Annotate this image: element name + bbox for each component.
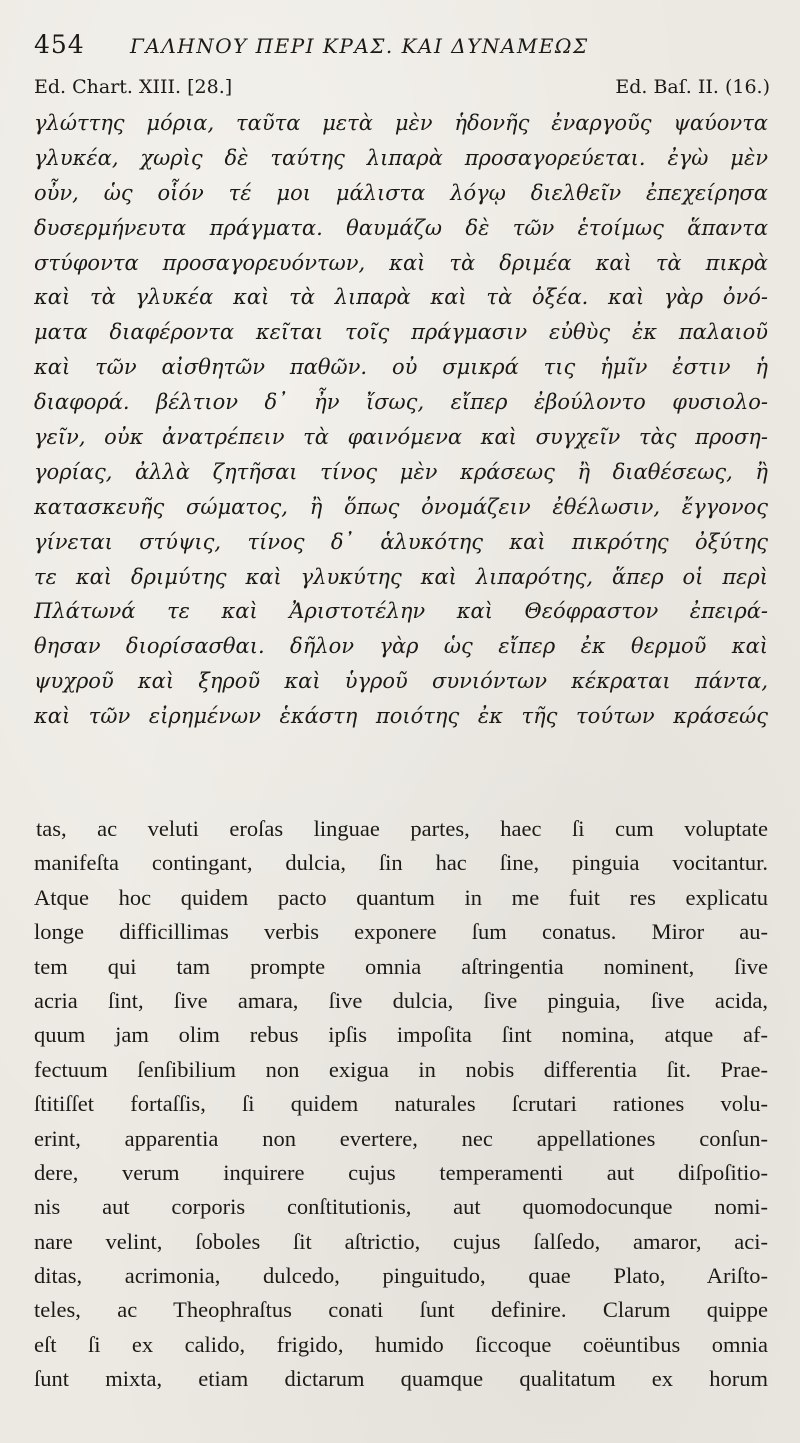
greek-line: ψυχροῦ καὶ ξηροῦ καὶ ὑγροῦ συνιόντων κέκραται πάντα,: [34, 669, 768, 694]
latin-line: Atque hoc quidem pacto quantum in me fuit res explicatu: [34, 884, 768, 910]
greek-line: τε καὶ δριμύτης καὶ γλυκύτης καὶ λιπαρότης, ἅπερ οἱ περὶ: [34, 564, 768, 589]
greek-line: γεῖν, οὐκ ἀνατρέπειν τὰ φαινόμενα καὶ συγχεῖν τὰς προση-: [34, 425, 768, 450]
latin-line: acria ſint, ſive amara, ſive dulcia, ſive pinguia, ſive acida,: [34, 987, 768, 1013]
latin-line: longe difficillimas verbis exponere ſum conatus. Miror au-: [34, 919, 768, 945]
greek-line: καὶ τὰ γλυκέα καὶ τὰ λιπαρὰ καὶ τὰ ὀξέα. καὶ γὰρ ὀνό-: [34, 285, 768, 310]
greek-line: θησαν διορίσασθαι. δῆλον γὰρ ὡς εἴπερ ἐκ θερμοῦ καὶ: [34, 634, 768, 659]
greek-line: γορίας, ἀλλὰ ζητῆσαι τίνος μὲν κράσεως ἢ διαθέσεως, ἢ: [34, 459, 768, 484]
greek-line: δυσερμήνευτα πράγματα. θαυμάζω δὲ τῶν ἑτοίμως ἅπαντα: [34, 215, 768, 240]
greek-line: καὶ τῶν εἰρημένων ἑκάστη ποιότης ἐκ τῆς τούτων κράσεώς: [34, 704, 768, 729]
greek-line: καὶ τῶν αἰσθητῶν παθῶν. οὐ σμικρά τις ἡμῖν ἐστιν ἡ: [34, 355, 768, 380]
latin-line: manifeſta contingant, dulcia, ſin hac ſine, pinguia vocitantur.: [34, 850, 768, 876]
latin-line: tem qui tam prompte omnia aſtringentia nominent, ſive: [34, 953, 768, 979]
latin-line: dere, verum inquirere cujus temperamenti aut diſpoſitio-: [34, 1159, 768, 1185]
latin-line: eſt ſi ex calido, frigido, humido ſiccoque coëuntibus omnia: [34, 1331, 768, 1357]
latin-line: ditas, acrimonia, dulcedo, pinguitudo, quae Plato, Ariſto-: [34, 1263, 768, 1289]
greek-line: γλυκέα, χωρὶς δὲ ταύτης λιπαρὰ προσαγορεύεται. ἐγὼ μὲν: [34, 145, 768, 170]
latin-line: fectuum ſenſibilium non exigua in nobis differentia ſit. Prae-: [34, 1056, 768, 1082]
greek-line: οὖν, ὡς οἷόν τέ μοι μάλιστα λόγῳ διελθεῖν ἐπεχείρησα: [34, 180, 768, 205]
greek-line: ματα διαφέροντα κεῖται τοῖς πράγμασιν εὐθὺς ἐκ παλαιοῦ: [34, 320, 768, 345]
latin-line: erint, apparentia non evertere, nec appellationes conſun-: [34, 1125, 768, 1151]
greek-line: γίνεται στύψις, τίνος δ᾽ ἁλυκότης καὶ πικρότης ὀξύτης: [34, 529, 768, 554]
greek-line: διαφορά. βέλτιον δ᾽ ἦν ἴσως, εἴπερ ἐβούλοντο φυσιολο-: [34, 390, 768, 415]
running-title: ΓΑΛΗΝΟΥ ΠΕΡΙ ΚΡΑΣ. ΚΑΙ ΔΥΝΑΜΕΩΣ: [130, 34, 589, 58]
latin-line: nis aut corporis conſtitutionis, aut quomodocunque nomi-: [34, 1194, 768, 1220]
page-number: 454: [34, 30, 85, 59]
latin-line: ſtitiſſet fortaſſis, ſi quidem naturales ſcrutari rationes volu-: [34, 1091, 768, 1117]
edition-basel-ref: Ed. Baſ. II. (16.): [615, 76, 770, 98]
latin-line: tas, ac veluti eroſas linguae partes, haec ſi cum voluptate: [36, 816, 768, 841]
latin-line: ſunt mixta, etiam dictarum quamque qualitatum ex horum: [34, 1366, 768, 1392]
greek-line: Πλάτωνά τε καὶ Ἀριστοτέλην καὶ Θεόφραστον ἐπειρά-: [34, 599, 768, 624]
latin-line: nare velint, ſoboles ſit aſtrictio, cujus ſalſedo, amaror, aci-: [34, 1228, 768, 1254]
latin-line: teles, ac Theophraſtus conati ſunt definire. Clarum quippe: [34, 1297, 768, 1323]
edition-chartier-ref: Ed. Chart. XIII. [28.]: [34, 76, 233, 98]
edition-references: [34, 76, 770, 106]
greek-line: κατασκευῆς σώματος, ἢ ὅπως ὀνομάζειν ἐθέλωσιν, ἔγγονος: [34, 494, 768, 519]
latin-translation: [34, 812, 768, 1397]
greek-text: [34, 106, 768, 734]
greek-line: στύφοντα προσαγορευόντων, καὶ τὰ δριμέα καὶ τὰ πικρὰ: [34, 250, 768, 275]
latin-line: quum jam olim rebus ipſis impoſita ſint nomina, atque af-: [34, 1022, 768, 1048]
running-head: [34, 30, 774, 68]
greek-line: γλώττης μόρια, ταῦτα μετὰ μὲν ἡδονῆς ἐναργοῦς ψαύοντα: [34, 111, 768, 135]
